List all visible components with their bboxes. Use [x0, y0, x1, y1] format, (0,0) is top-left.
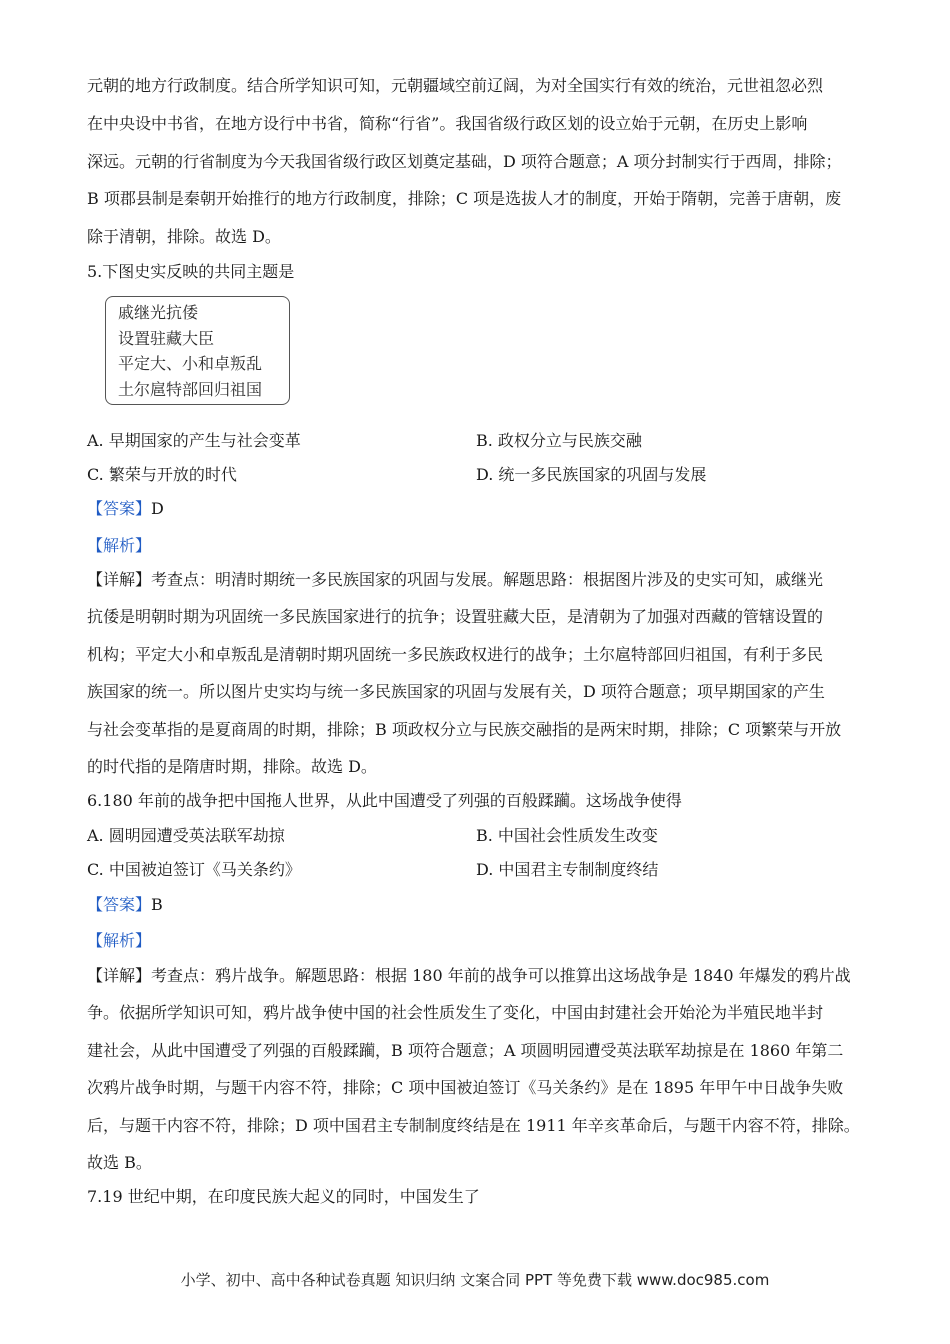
- q6-answer-value: B: [151, 895, 163, 914]
- intro-line-5: 除于清朝，排除。故选 D。: [87, 227, 281, 246]
- q5-detail-line-2: 抗倭是明朝时期为巩固统一多民族国家进行的抗争；设置驻藏大臣，是清朝为了加强对西藏的管辖设置的: [87, 607, 824, 626]
- q6-analysis-tag: 【解析】: [87, 931, 152, 950]
- q6-detail-text-1: 考查点：鸦片战争。解题思路：根据 180 年前的战争可以推算出这场战争是 1840 年爆发的鸦片战: [151, 966, 851, 985]
- q5-option-b: B. 政权分立与民族交融: [476, 431, 642, 450]
- q6-detail-line-5: 后，与题干内容不符，排除；D 项中国君主专制制度终结是在 1911 年辛亥革命后，与题干内容不符，排除。: [87, 1116, 860, 1135]
- q5-detail-line-6: 的时代指的是隋唐时期，排除。故选 D。: [87, 757, 377, 776]
- q6-stem: 6.180 年前的战争把中国拖人世界，从此中国遭受了列强的百般蹂躏。这场战争使得: [87, 791, 682, 810]
- intro-line-1: 元朝的地方行政制度。结合所学知识可知，元朝疆域空前辽阔，为对全国实行有效的统治，元世祖忽必烈: [87, 76, 824, 95]
- q6-detail-line-4: 次鸦片战争时期，与题干内容不符，排除；C 项中国被迫签订《马关条约》是在 1895 年甲午中日战争失败: [87, 1078, 844, 1097]
- q5-option-c: C. 繁荣与开放的时代: [87, 465, 237, 484]
- q6-option-d: D. 中国君主专制制度终结: [476, 860, 659, 879]
- q5-detail-text-1: 考查点：明清时期统一多民族国家的巩固与发展。解题思路：根据图片涉及的史实可知，戚继光: [151, 570, 824, 589]
- q5-box-item-1: 戚继光抗倭: [118, 303, 199, 322]
- intro-line-2: 在中央设中书省，在地方设行中书省，简称“行省”。我国省级行政区划的设立始于元朝，在历史上影响: [87, 114, 808, 133]
- q5-option-d: D. 统一多民族国家的巩固与发展: [476, 465, 707, 484]
- q5-detail-tag: 【详解】: [87, 570, 152, 589]
- q5-detail-line-1: [87, 570, 875, 590]
- q6-detail-line-1: [87, 966, 875, 986]
- q6-detail-line-3: 建社会，从此中国遭受了列强的百般蹂躏，B 项符合题意；A 项圆明园遭受英法联军劫掠是在 1860 年第二: [87, 1041, 844, 1060]
- q5-answer-tag: 【答案】: [87, 499, 152, 518]
- q6-option-a: A. 圆明园遭受英法联军劫掠: [87, 826, 285, 845]
- q5-box-item-4: 土尔扈特部回归祖国: [118, 379, 263, 399]
- q5-figure-box: [105, 296, 290, 405]
- q6-answer-tag: 【答案】: [87, 895, 152, 914]
- q6-option-b: B. 中国社会性质发生改变: [476, 826, 658, 845]
- q5-detail-line-5: 与社会变革指的是夏商周的时期，排除；B 项政权分立与民族交融指的是两宋时期，排除；C 项繁荣与开放: [87, 720, 842, 739]
- q6-analysis-line: [87, 931, 875, 951]
- q5-detail-line-3: 机构；平定大小和卓叛乱是清朝时期巩固统一多民族政权进行的战争；土尔扈特部回归祖国，有利于多民: [87, 645, 824, 664]
- page-footer: 小学、初中、高中各种试卷真题 知识归纳 文案合同 PPT 等免费下载 www.doc985.com: [180, 1271, 770, 1289]
- intro-line-3: 深远。元朝的行省制度为今天我国省级行政区划奠定基础，D 项符合题意；A 项分封制实行于西周，排除；: [87, 152, 842, 171]
- q5-analysis-tag: 【解析】: [87, 536, 152, 555]
- intro-line-4: B 项郡县制是秦朝开始推行的地方行政制度，排除；C 项是选拔人才的制度，开始于隋朝，完善于唐朝，废: [87, 189, 842, 208]
- q5-detail-line-4: 族国家的统一。所以图片史实均与统一多民族国家的巩固与发展有关，D 项符合题意；项早期国家的产生: [87, 682, 825, 701]
- q7-stem: 7.19 世纪中期，在印度民族大起义的同时，中国发生了: [87, 1187, 480, 1206]
- q5-box-item-2: 设置驻藏大臣: [118, 328, 215, 348]
- q6-option-c: C. 中国被迫签订《马关条约》: [87, 860, 301, 879]
- q5-answer-line: [87, 499, 875, 519]
- q5-option-a: A. 早期国家的产生与社会变革: [87, 431, 301, 450]
- q5-answer-value: D: [151, 499, 164, 518]
- q5-box-item-3: 平定大、小和卓叛乱: [118, 354, 263, 373]
- q6-answer-line: [87, 895, 875, 915]
- q5-stem: 5.下图史实反映的共同主题是: [87, 262, 295, 281]
- q6-detail-line-6: 故选 B。: [87, 1153, 152, 1172]
- q6-detail-tag: 【详解】: [87, 966, 152, 985]
- q6-detail-line-2: 争。依据所学知识可知，鸦片战争使中国的社会性质发生了变化，中国由封建社会开始沦为半殖民地半封: [87, 1003, 824, 1022]
- q5-analysis-line: [87, 536, 875, 556]
